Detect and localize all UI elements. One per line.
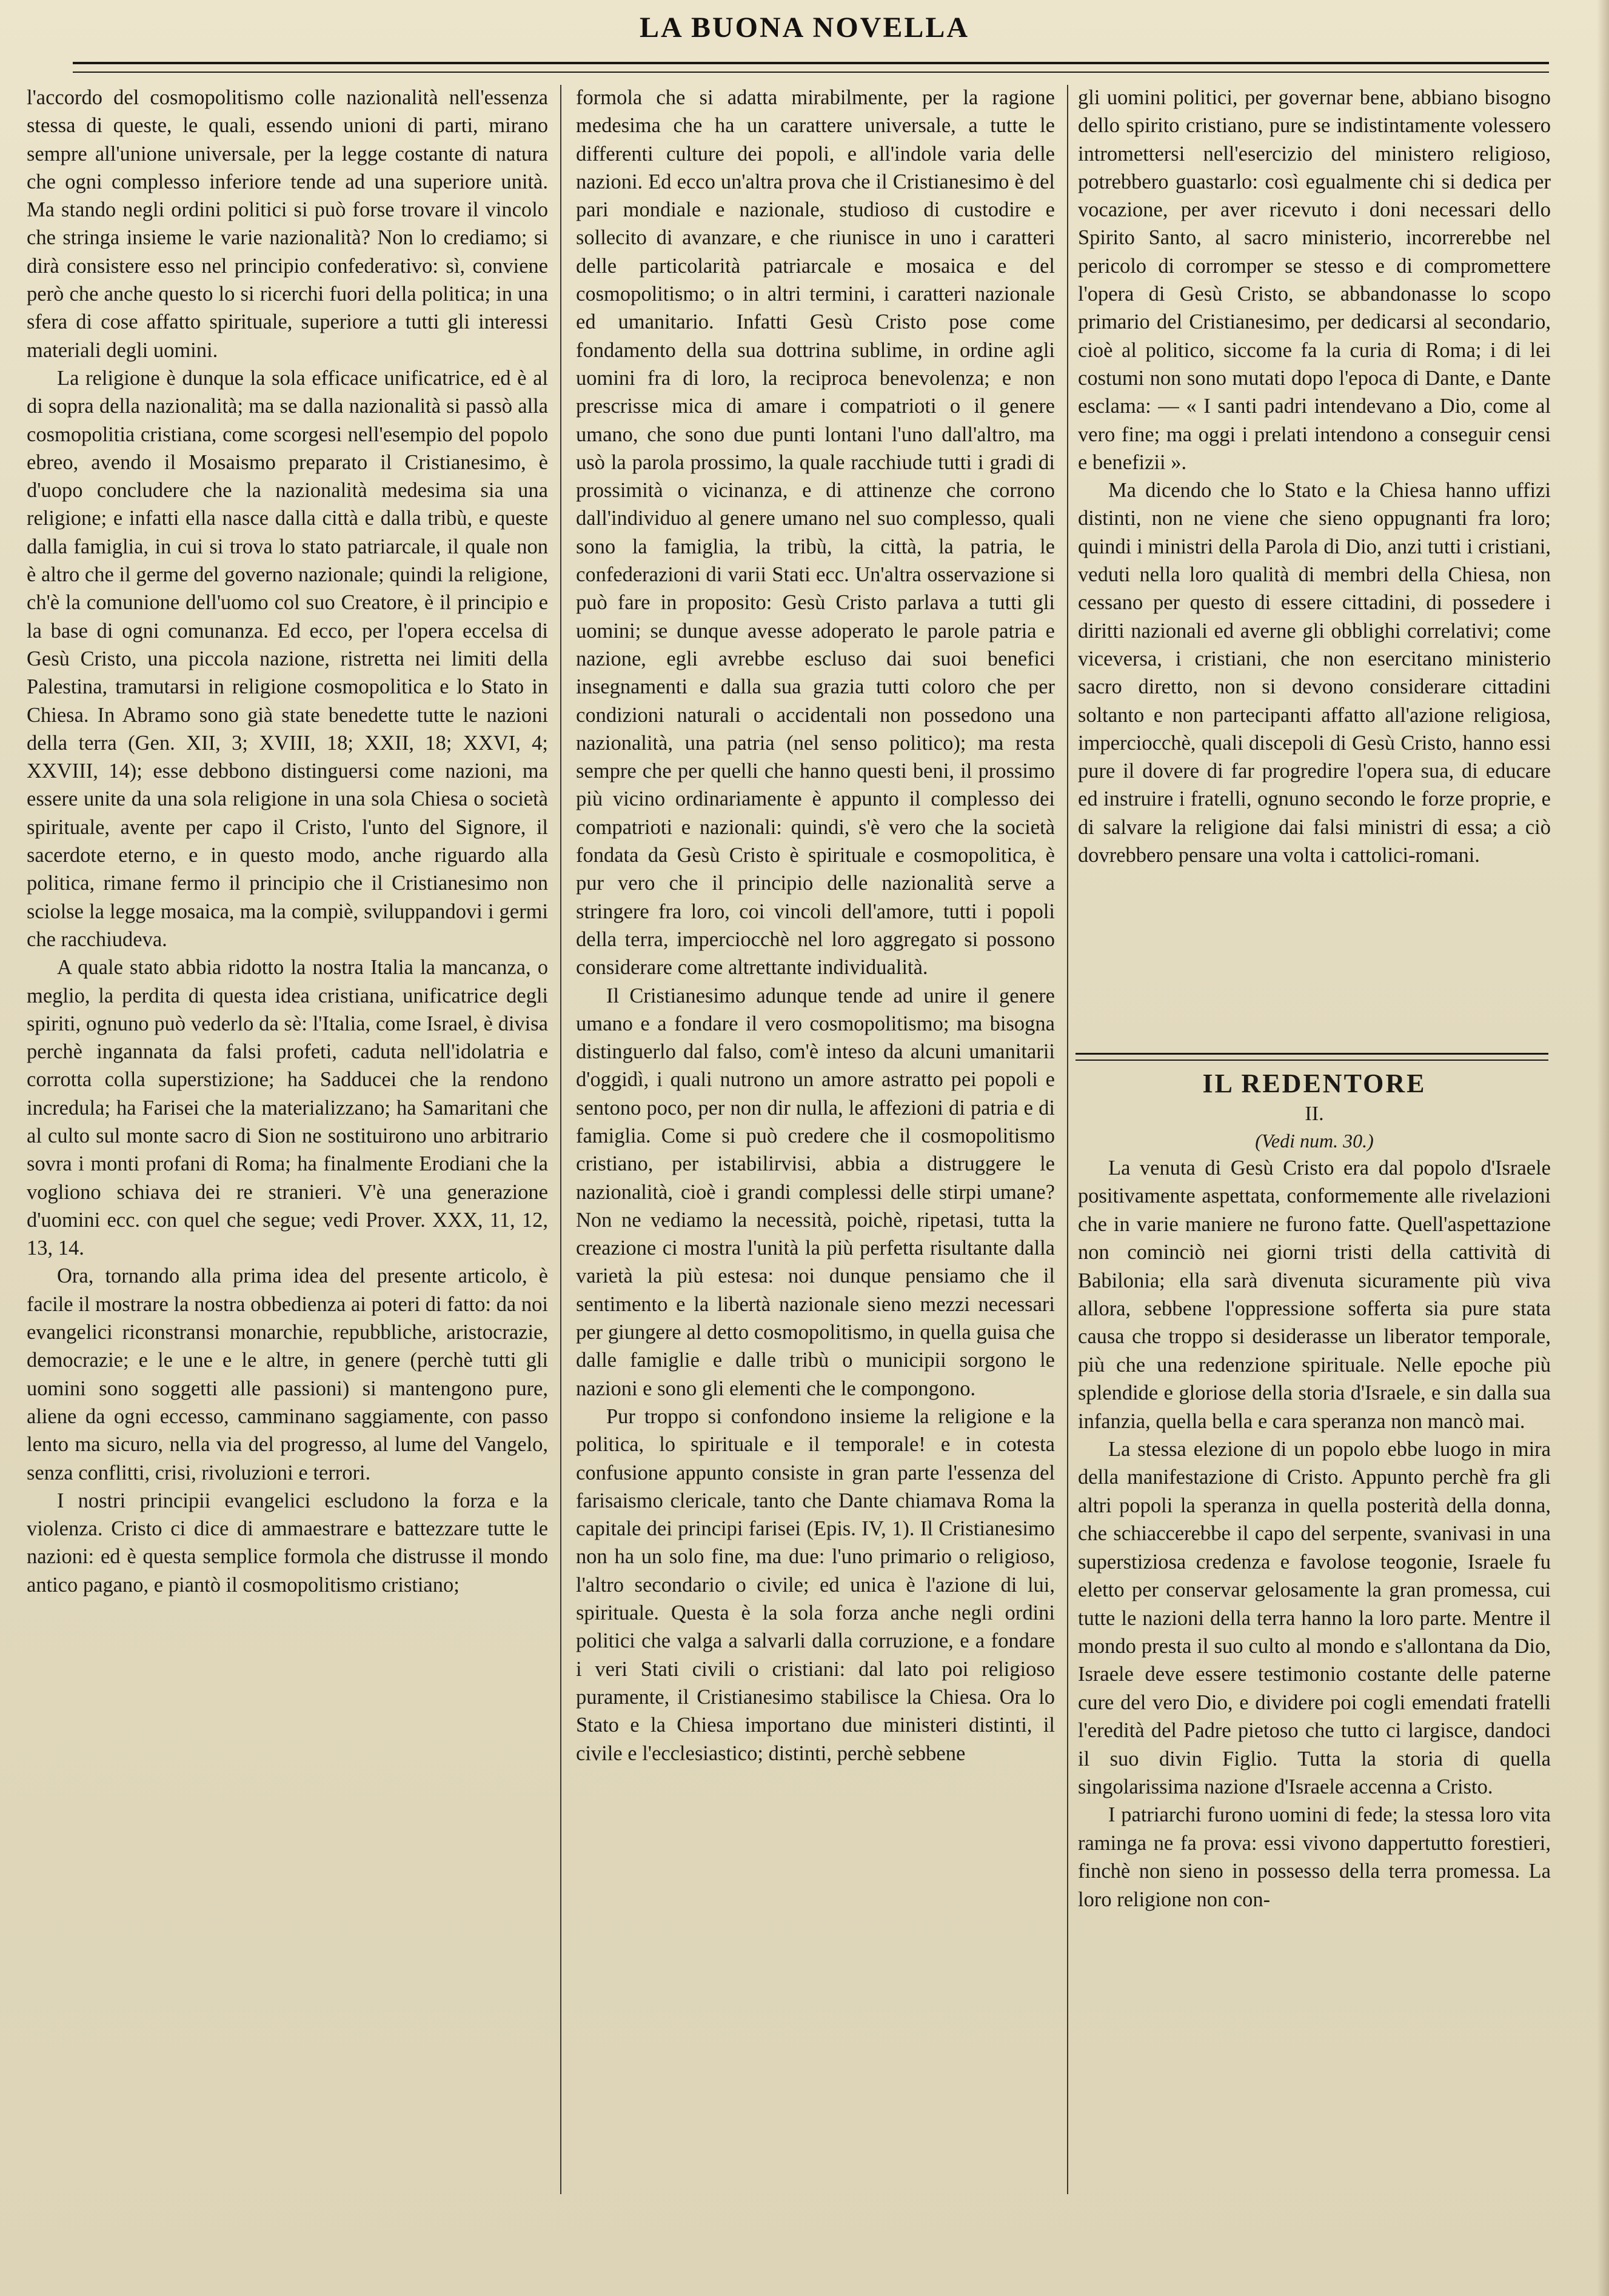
column-2: [576, 84, 1055, 1767]
page-edge-shadow: [1597, 0, 1609, 2296]
section-title: IL REDENTORE: [1202, 1069, 1427, 1098]
paragraph: La religione è dunque la sola efficace unificatrice, ed è al di sopra della nazionalità; ma se dalla nazionalità si passò alla cosmopolitia cristiana, come scorgesi nell'esempio del popolo ebreo, avendo il Mosaismo preparato il Cristianesimo, è d'uopo concludere che la nazionalità medesima sia una religione; e infatti ella nasce dalla città e dalla tribù, e queste dalla famiglia, in cui si trova lo stato patriarcale, il quale non è altro che il germe del governo nazionale; quindi la religione, ch'è la comunione dell'uomo col suo Creatore, è il principio e la base di ogni comunanza. Ed ecco, per l'opera eccelsa di Gesù Cristo, una piccola nazione, ristretta nei limiti della Palestina, tramutarsi in religione cosmopolitica e lo Stato in Chiesa. In Abramo sono già state benedette tutte le nazioni della terra (Gen. XII, 3; XVIII, 18; XXII, 18; XXVI, 4; XXVIII, 14); esse debbono distinguersi come nazioni, ma essere unite da una sola religione in una sola Chiesa o società spirituale, avente per capo il Cristo, l'unto del Signore, il sacerdote eterno, e in questo modo, anche riguardo alla politica, rimane fermo il principio che il Cristianesimo non sciolse la legge mosaica, ma la compiè, sviluppandovi i germi che racchiudeva.: [27, 366, 548, 951]
section-header: [1078, 1067, 1551, 1154]
paragraph: Ma dicendo che lo Stato e la Chiesa hanno uffizi distinti, non ne viene che sieno oppugnanti fra loro; quindi i ministri della Parola di Dio, anzi tutti i cristiani, veduti nella loro qualità di membri della Chiesa, non cessano per questo di essere cittadini, di possedere i diritti nazionali ed averne gli obblighi correlativi; come viceversa, i cristiani, che non esercitano ministerio sacro diretto, non si devono considerare cittadini soltanto e non partecipanti affatto all'azione religiosa, imperciocchè, quali discepoli di Gesù Cristo, hanno essi pure il dovere di far progredire l'opera sua, di educare ed instruire i fratelli, ognuno secondo le forze proprie, e di salvare la religione dai falsi ministri di essa; a ciò dovrebbero pensare una volta i cattolici-romani.: [1078, 479, 1551, 867]
article-il-redentore: [1078, 1154, 1551, 1914]
column-3: [1078, 84, 1551, 869]
header-rule: [73, 62, 1549, 73]
paragraph: formola che si adatta mirabilmente, per la ragione medesima che ha un carattere universale, a tutte le differenti culture dei popoli, e all'indole varia delle nazioni. Ed ecco un'altra prova che il Cristianesimo è del pari mondiale e nazionale, studioso di custodire e sollecito di avanzare, e che riunisce in uno i caratteri delle particolarità patriarcale e mosaica e del cosmopolitismo; o in altri termini, i caratteri nazionale ed umanitario. Infatti Gesù Cristo pose come fondamento della sua dottrina sublime, in ordine agli uomini fra di loro, la reciproca benevolenza; e non prescrisse mica di amare i compatrioti o il genere umano, che sono due punti lontani l'uno dall'altro, ma usò la parola prossimo, la quale racchiude tutti i gradi di prossimità o vicinanza, e di attinenze che corrono dall'individuo al genere umano nel suo complesso, quali sono la famiglia, la tribù, la città, la patria, le confederazioni di varii Stati ecc. Un'altra osservazione si può fare in proposito: Gesù Cristo parlava a tutti gli uomini; se dunque avesse adoperato le parole patria e nazione, egli avrebbe escluso dai suoi benefici insegnamenti e dalla sua grazia tutti coloro che per condizioni naturali o accidentali non possedono una nazionalità, una patria (nel senso politico); ma resta sempre che per quelli che hanno questi beni, il prossimo più vicino ordinariamente è appunto il complesso dei compatrioti e nazionali: quindi, s'è vero che la società fondata da Gesù Cristo è spirituale e cosmopolitica, è pur vero che il principio delle nazionalità serve a stringere fra loro, coi vincoli dell'amore, tutti i popoli della terra, imperciocchè nel loro aggregato si possono considerare come altrettante individualità.: [576, 86, 1055, 979]
section-divider: [1075, 1053, 1548, 1061]
paragraph: gli uomini politici, per governar bene, abbiano bisogno dello spirito cristiano, pure se indistintamente volessero intromettersi nell'esercizio del ministero religioso, potrebbero guastarlo: così egualmente chi si dedica per vocazione, per aver ricevuto i doni necessari dello Spirito Santo, al sacro ministerio, incorrerebbe nel pericolo di corromper se stesso e di compromettere l'opera di Gesù Cristo, se abbandonasse lo scopo primario del Cristianesimo, per dedicarsi al secondario, cioè al politico, siccome fa la curia di Roma; i di lei costumi non sono mutati dopo l'epoca di Dante, e Dante esclama: — « I santi padri intendevano a Dio, come al vero fine; ma oggi i prelati intendono a conseguir censi e benefizii ».: [1078, 86, 1551, 474]
paragraph: I nostri principii evangelici escludono la forza e la violenza. Cristo ci dice di ammaestrare e battezzare tutte le nazioni: ed è questa semplice formola che distrusse il mondo antico pagano, e piantò il cosmopolitismo cristiano;: [27, 1489, 548, 1597]
section-number: II.: [1305, 1103, 1324, 1125]
paragraph: Ora, tornando alla prima idea del presente articolo, è facile il mostrare la nostra obbedienza ai poteri di fatto: da noi evangelici riconstransi monarchie, repubbliche, aristocrazie, democrazie; e le une e le altre, in genere (perchè tutti gli uomini sono soggetti alle passioni) si mantengono pure, aliene da ogni eccesso, camminano saggiamente, con passo lento ma sicuro, nella via del progresso, al lume del Vangelo, senza conflitti, crisi, rivoluzioni e terrori.: [27, 1264, 548, 1484]
column-1: [27, 84, 548, 1599]
section-reference: (Vedi num. 30.): [1255, 1130, 1374, 1152]
paragraph: La stessa elezione di un popolo ebbe luogo in mira della manifestazione di Cristo. Appunto perchè fra gli altri popoli la speranza in quella posterità della donna, che schiaccerebbe il capo del serpente, svanivasi in una superstiziosa credenza e favolose teogonie, Israele fu eletto per conservar gelosamente la gran promessa, cui tutte le nazioni della terra hanno la loro parte. Mentre il mondo presta il suo culto al mondo e s'allontana da Dio, Israele deve essere testimonio costante delle paterne cure del vero Dio, e dividere poi cogli emendati fratelli l'eredità del Padre pietoso che tutto ci largisce, dandoci il suo divin Figlio. Tutta la storia di quella singolarissima nazione d'Israele accenna a Cristo.: [1078, 1438, 1551, 1798]
paragraph: Pur troppo si confondono insieme la religione e la politica, lo spirituale e il temporale! e in cotesta confusione appunto consiste in gran parte l'essenza del farisaismo clericale, tanto che Dante chiamava Roma la capitale dei principi farisei (Epis. IV, 1). Il Cristianesimo non ha un solo fine, ma due: l'uno primario o religioso, l'altro secondario o civile; ed unica è l'azione di lui, spirituale. Questa è la sola forza anche negli ordini politici che valga a salvarli dalla corruzione, e a fondare i veri Stati civili o cristiani: dal lato poi religioso puramente, il Cristianesimo stabilisce la Chiesa. Ora lo Stato e la Chiesa importano due ministeri distinti, il civile e l'ecclesiastico; distinti, perchè sebbene: [576, 1404, 1055, 1765]
column-rule: [1067, 85, 1068, 2194]
column-rule: [560, 85, 561, 2194]
paragraph: Il Cristianesimo adunque tende ad unire il genere umano e a fondare il vero cosmopolitismo; ma bisogna distinguerlo dal falso, com'è inteso da alcuni umanitarii d'oggidì, i quali nutrono un amore astratto pei popoli e sentono poco, per non dir nulla, le affezioni di patria e di famiglia. Come si può credere che il cosmopolitismo cristiano, per istabilirvisi, abbia a distruggere le nazionalità, cioè i grandi complessi delle stirpi umane? Non ne vediamo la necessità, poichè, ripetasi, tutta la creazione ci mostra l'unità la più perfetta risultante dalla varietà la più estesa: noi dunque pensiamo che il sentimento e la libertà nazionale sieno mezzi necessari per giungere al detto cosmopolitismo, in quella guisa che dalle famiglie e dalle tribù o municipii sorgono le nazioni e sono gli elementi che le compongono.: [576, 984, 1055, 1400]
masthead: LA BUONA NOVELLA: [639, 12, 970, 44]
paragraph: A quale stato abbia ridotto la nostra Italia la mancanza, o meglio, la perdita di questa idea cristiana, unificatrice degli spiriti, ognuno può vederlo da sè: l'Italia, come Israel, è divisa perchè ingannata da falsi profeti, caduta nell'idolatria e corrotta colla superstizione; ha Sadducei che la rendono incredula; ha Farisei che la materializzano; ha Samaritani che al culto sul monte sacro di Sion ne sostituirono uno arbitrario sovra i monti profani di Roma; ha finalmente Erodiani che la vogliono schiava dei re stranieri. V'è una generazione d'uomini ecc. con quel che segue; vedi Prover. XXX, 11, 12, 13, 14.: [27, 956, 548, 1260]
paragraph: l'accordo del cosmopolitismo colle nazionalità nell'essenza stessa di queste, le quali, essendo unioni di parti, mirano sempre all'unione universale, per la legge costante di natura che ogni complesso inferiore tende ad una superiore unità. Ma stando negli ordini politici si può forse trovare il vincolo che stringa insieme le varie nazionalità? Non lo crediamo; si dirà consistere esso nel principio confederativo: sì, conviene però che anche questo lo si ricerchi fuori della politica; in una sfera di cose affatto spirituale, superiore a tutti gli interessi materiali degli uomini.: [27, 86, 548, 362]
paragraph: La venuta di Gesù Cristo era dal popolo d'Israele positivamente aspettata, conformemente alle rivelazioni che in varie maniere ne furono fatte. Quell'aspettazione non cominciò nei giorni tristi della cattività di Babilonia; ella sarà divenuta sicuramente più viva allora, sebbene l'oppressione sofferta sia pure stata causa che troppo si desiderasse un liberator temporale, più che una redenzione spirituale. Nelle epoche più splendide e gloriose della storia d'Israele, e sin dalla sua infanzia, quella bella e cara speranza non mancò mai.: [1078, 1156, 1551, 1433]
paragraph: I patriarchi furono uomini di fede; la stessa loro vita raminga ne fa prova: essi vivono dappertutto forestieri, finchè non sieno in possesso della terra promessa. La loro religione non con-: [1078, 1803, 1551, 1911]
